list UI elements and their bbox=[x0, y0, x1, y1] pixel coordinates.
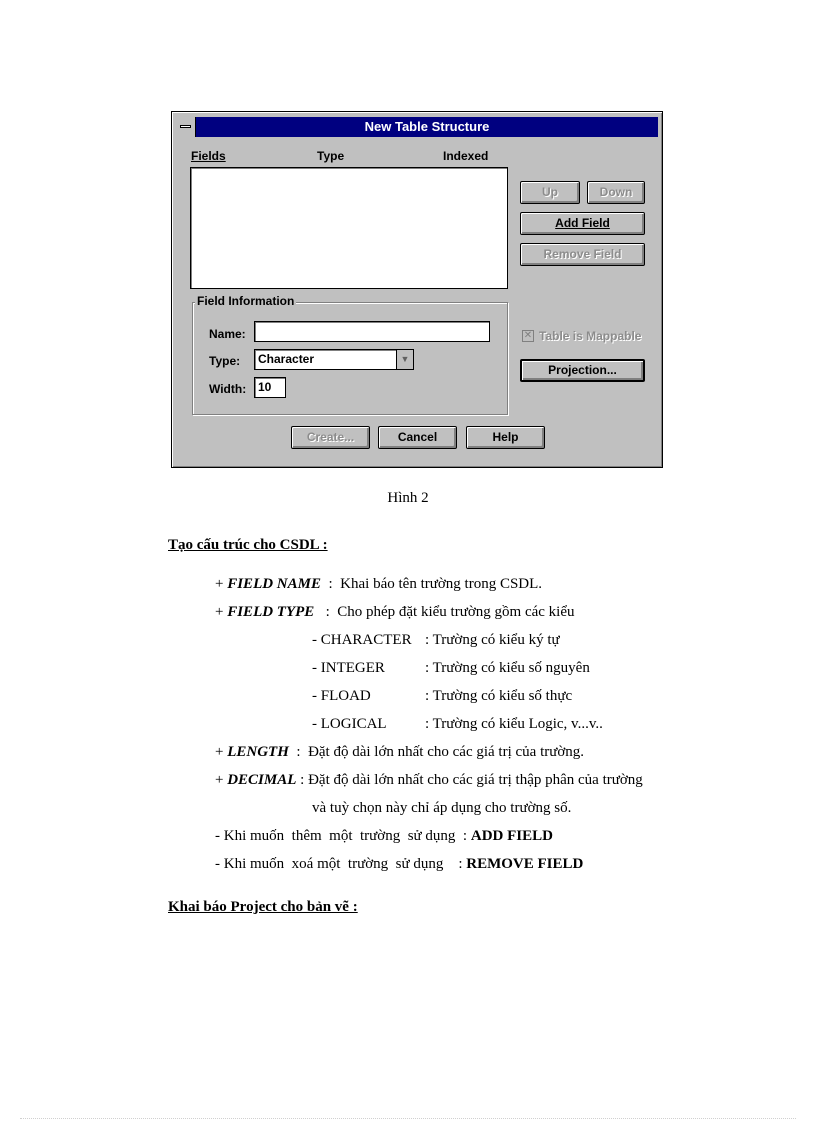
field-name-line: + FIELD NAME : Khai báo tên trường trong CSDL. bbox=[215, 576, 543, 592]
add-field-note bbox=[215, 828, 553, 845]
type-integer-name: - INTEGER bbox=[312, 660, 385, 676]
type-label: Type: bbox=[209, 354, 241, 368]
type-integer-desc: : Trường có kiểu số nguyên bbox=[425, 660, 590, 676]
down-button[interactable]: Down bbox=[587, 181, 645, 204]
type-character-name: - CHARACTER bbox=[312, 632, 412, 648]
type-column-header: Type bbox=[317, 149, 345, 163]
name-label: Name: bbox=[209, 327, 246, 341]
field-type-term: FIELD TYPE bbox=[227, 604, 315, 620]
fields-column-header: Fields bbox=[191, 149, 226, 163]
add-field-button[interactable]: Add Field bbox=[520, 212, 645, 235]
page-bottom-edge bbox=[20, 1118, 796, 1119]
decimal-line: + DECIMAL : Đặt độ dài lớn nhất cho các giá trị thập phân của trường bbox=[215, 772, 643, 788]
length-desc: Đặt độ dài lớn nhất cho các giá trị của trường. bbox=[308, 744, 585, 760]
table-mappable-checkbox[interactable]: ✕ bbox=[523, 330, 533, 341]
section-heading-csdl: Tạo cấu trúc cho CSDL : bbox=[168, 537, 328, 553]
system-menu-icon[interactable] bbox=[176, 117, 196, 137]
fields-listbox[interactable] bbox=[190, 167, 508, 289]
decimal-desc-continued: và tuỳ chọn này chỉ áp dụng cho trường số. bbox=[312, 800, 572, 816]
field-name-desc: Khai báo tên trường trong CSDL. bbox=[340, 576, 543, 592]
projection-button[interactable]: Projection... bbox=[520, 359, 645, 382]
chevron-down-icon[interactable]: ▼ bbox=[396, 350, 413, 369]
indexed-column-header: Indexed bbox=[443, 149, 489, 163]
field-information-label: Field Information bbox=[197, 294, 295, 308]
field-type-desc: Cho phép đặt kiểu trường gồm các kiểu bbox=[337, 604, 575, 620]
type-logical-desc: : Trường có kiểu Logic, v...v.. bbox=[425, 716, 603, 732]
field-name-term: FIELD NAME bbox=[227, 576, 321, 592]
type-logical-name: - LOGICAL bbox=[312, 716, 387, 732]
length-term: LENGTH bbox=[227, 744, 289, 760]
type-fload-desc: : Trường có kiểu số thực bbox=[425, 688, 573, 704]
decimal-term: DECIMAL bbox=[227, 772, 297, 788]
decimal-sep: : bbox=[296, 772, 309, 788]
help-button[interactable]: Help bbox=[466, 426, 545, 449]
remove-field-note bbox=[215, 856, 583, 873]
new-table-structure-dialog bbox=[171, 111, 663, 468]
type-dropdown-value: Character bbox=[258, 352, 315, 366]
type-fload-name: - FLOAD bbox=[312, 688, 371, 704]
cancel-button[interactable]: Cancel bbox=[378, 426, 457, 449]
name-input[interactable] bbox=[254, 321, 490, 342]
remove-field-note-text: - Khi muốn xoá một trường sử dụng : bbox=[215, 856, 467, 872]
add-field-note-text: - Khi muốn thêm một trường sử dụng : bbox=[215, 828, 471, 844]
field-type-sep: : bbox=[314, 604, 338, 620]
section-heading-project: Khai báo Project cho bản vẽ : bbox=[168, 899, 358, 915]
figure-caption: Hình 2 bbox=[387, 490, 429, 506]
dialog-title: New Table Structure bbox=[364, 119, 490, 134]
length-line: + LENGTH : Đặt độ dài lớn nhất cho các giá trị của trường. bbox=[215, 744, 585, 760]
create-button[interactable]: Create... bbox=[291, 426, 370, 449]
type-dropdown[interactable] bbox=[254, 349, 414, 370]
width-label: Width: bbox=[209, 382, 247, 396]
add-field-command: ADD FIELD bbox=[470, 828, 553, 844]
field-type-line: + FIELD TYPE : Cho phép đặt kiểu trường gồm các kiểu bbox=[215, 604, 575, 620]
dialog-titlebar[interactable] bbox=[176, 117, 658, 137]
up-button[interactable]: Up bbox=[520, 181, 580, 204]
decimal-desc: Đặt độ dài lớn nhất cho các giá trị thập phân của trường bbox=[308, 772, 643, 788]
field-name-sep: : bbox=[321, 576, 341, 592]
width-input[interactable]: 10 bbox=[254, 377, 286, 398]
length-sep: : bbox=[288, 744, 309, 760]
table-mappable-label: Table is Mappable bbox=[539, 329, 642, 343]
remove-field-button[interactable]: Remove Field bbox=[520, 243, 645, 266]
remove-field-command: REMOVE FIELD bbox=[466, 856, 584, 872]
type-character-desc: : Trường có kiểu ký tự bbox=[425, 632, 560, 648]
